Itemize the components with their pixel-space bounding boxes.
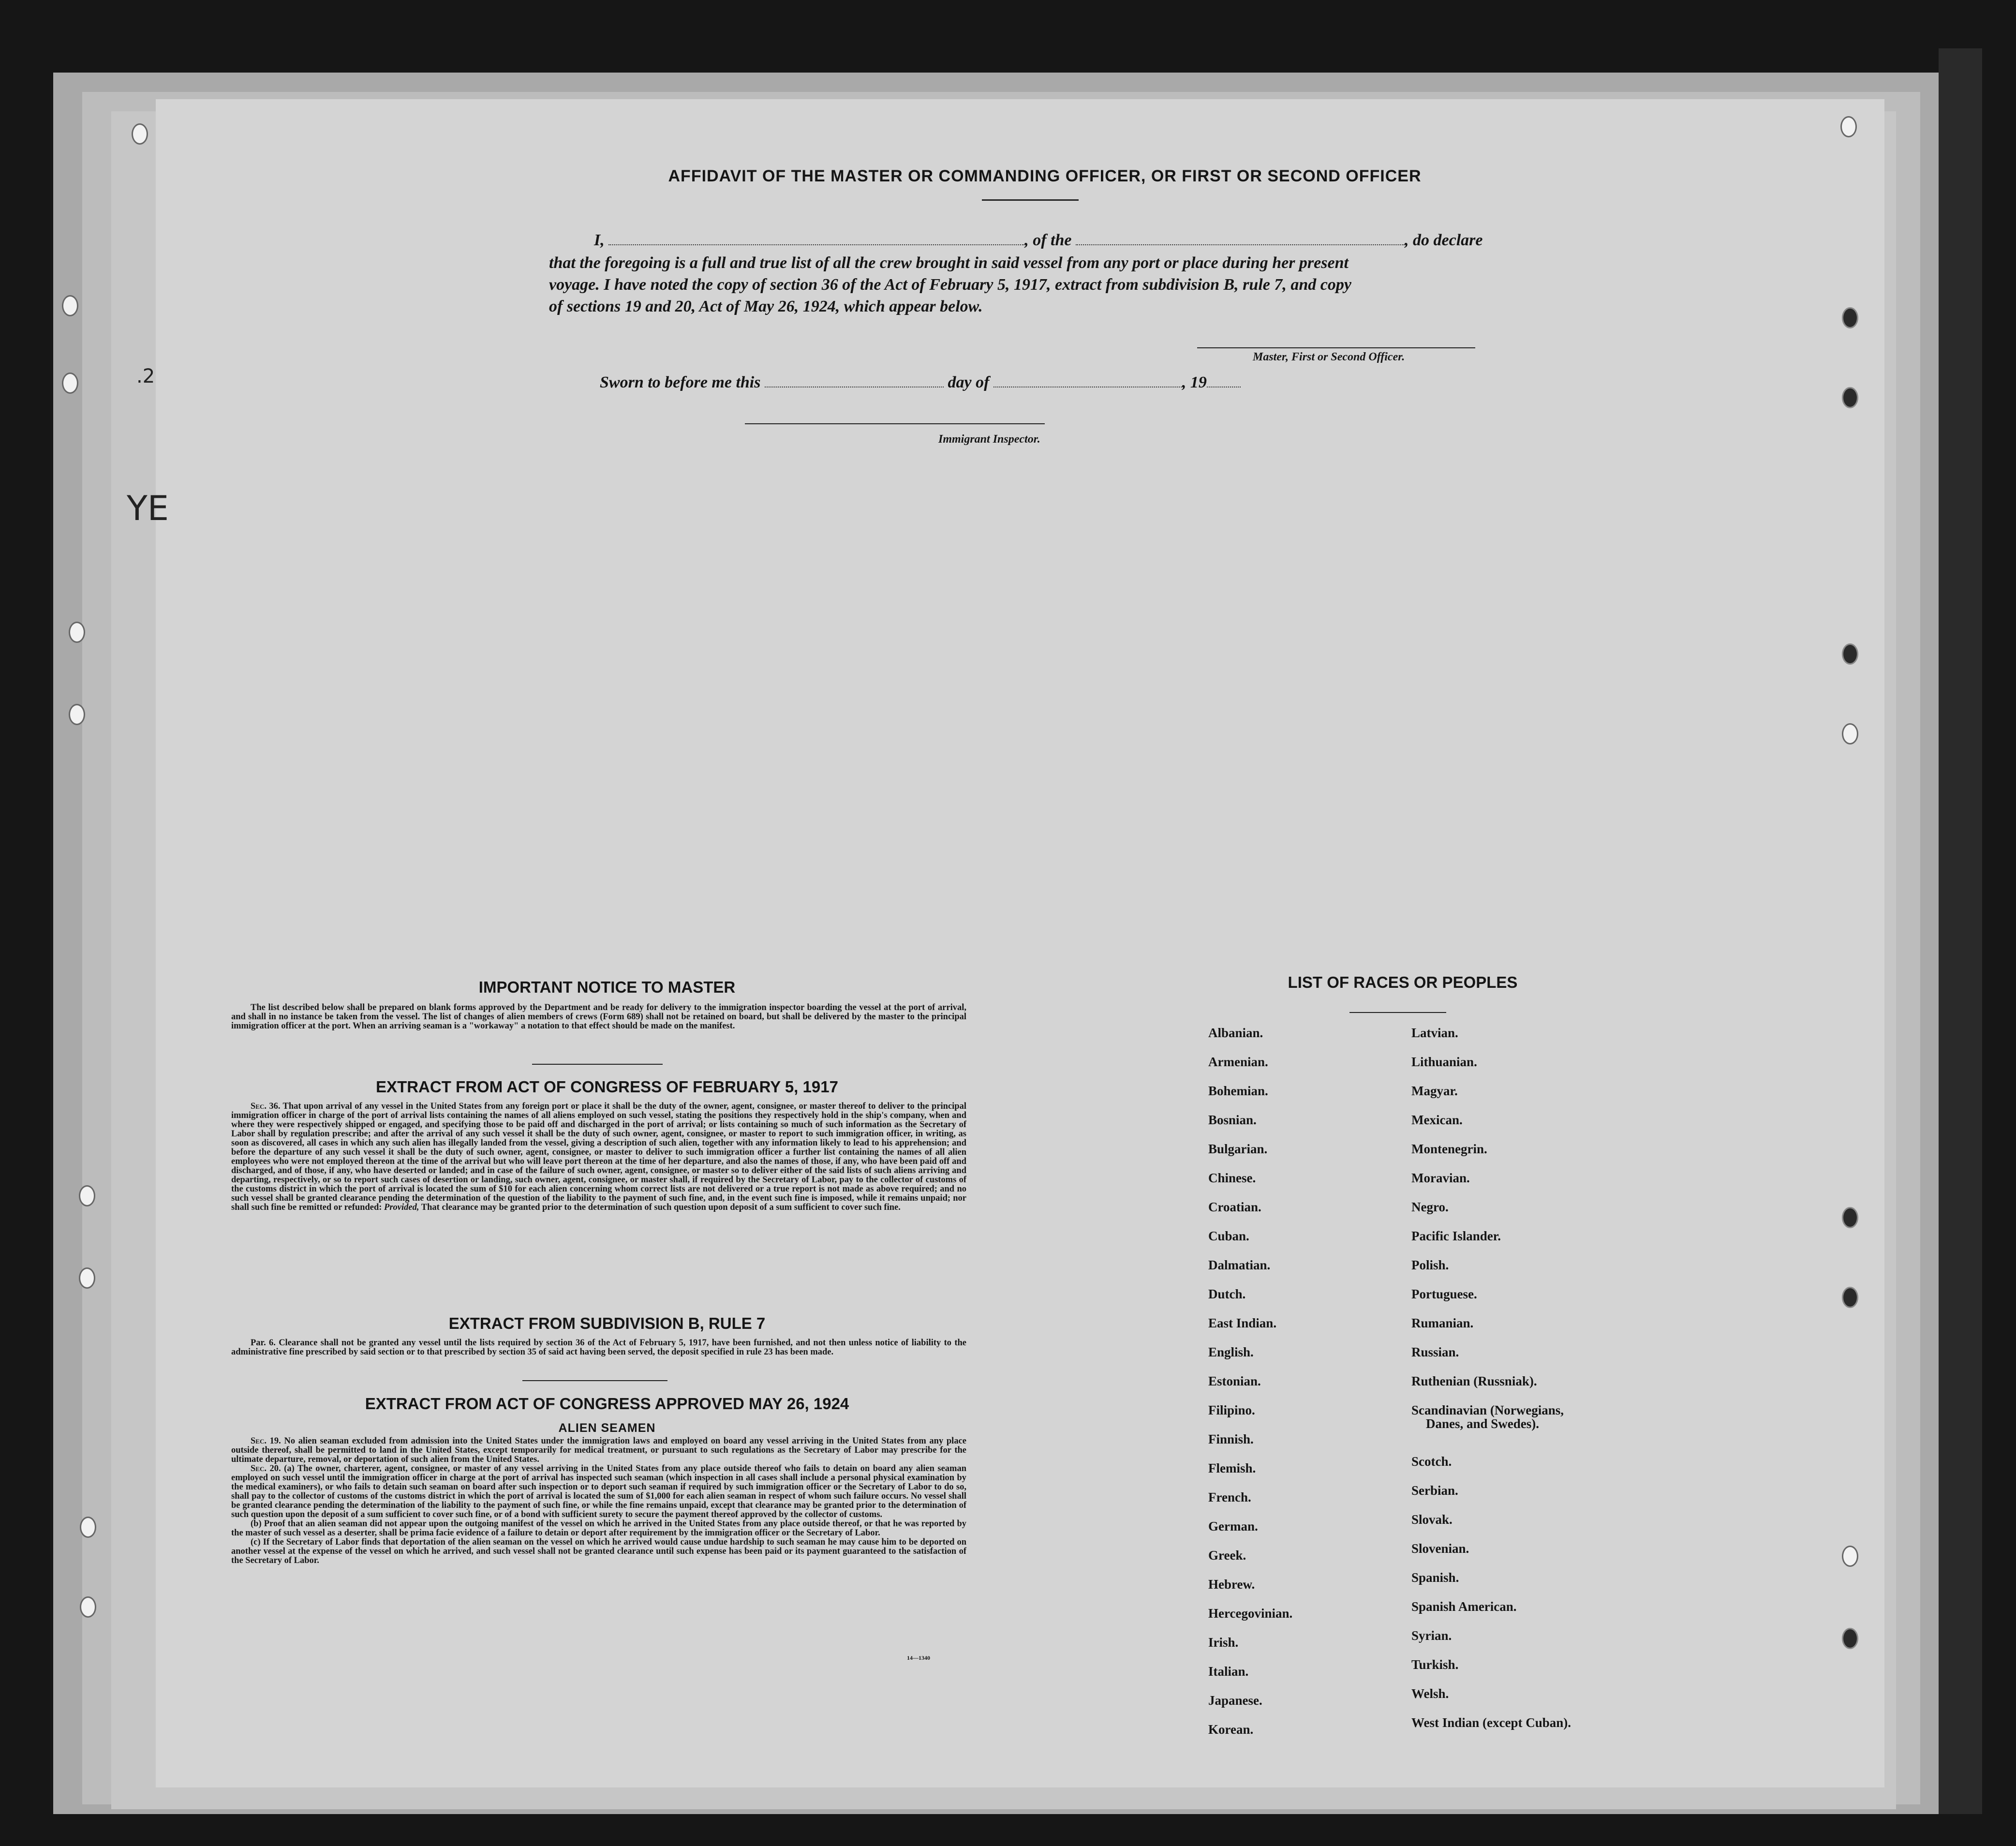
punch-hole-icon: [1842, 1207, 1858, 1228]
race-item: Slovenian.: [1411, 1541, 1469, 1556]
punch-hole-icon: [80, 1596, 96, 1618]
race-item: Serbian.: [1411, 1483, 1458, 1498]
punch-hole-icon: [62, 295, 78, 316]
race-item: Greek.: [1208, 1548, 1246, 1563]
race-item: East Indian.: [1208, 1316, 1277, 1330]
race-item: Polish.: [1411, 1258, 1449, 1272]
extract-1924-body: [231, 1437, 966, 1565]
margin-fragment: .2: [136, 365, 155, 387]
section-20c-text: (c) If the Secretary of Labor finds that deportation of the alien seaman on the vessel on which he arrived would cause undue hardship to such seaman he may cause him to be deported on another vessel at the expense of the vessel on which he arrived, and such vessel shall not be granted clearance until such expense has been paid or its payment guaranteed to the satisfaction of the Secretary of Labor.: [231, 1537, 966, 1565]
punch-hole-icon: [80, 1517, 96, 1538]
race-item: Montenegrin.: [1411, 1142, 1487, 1156]
race-item: Hercegovinian.: [1208, 1606, 1293, 1621]
punch-hole-icon: [79, 1185, 95, 1206]
affidavit-declare: , do declare: [1405, 231, 1483, 249]
race-item: Cuban.: [1208, 1229, 1249, 1243]
race-item: Finnish.: [1208, 1432, 1254, 1446]
section-19-label: Sec. 19.: [251, 1436, 281, 1446]
extract-1924-title: EXTRACT FROM ACT OF CONGRESS APPROVED MAY 26, 1924: [365, 1395, 849, 1413]
race-item: Syrian.: [1411, 1628, 1452, 1643]
race-item: Spanish American.: [1411, 1599, 1517, 1614]
race-item: English.: [1208, 1345, 1254, 1359]
race-item: Estonian.: [1208, 1374, 1261, 1388]
section-20a-text: (a) The owner, charterer, agent, consignee, or master of any vessel arriving in the United States from any place outside thereof who fails to detain on board any alien seaman employed on such vessel until the immigration officer in charge at the port of arrival has inspected such seaman (which inspection in all cases shall include a personal physical examination by the medical examiners), or who fails to detain such seaman on board after such inspection or to deport such seaman if required by such immigration officer or the Secretary of Labor to do so, shall pay to the collector of customs of the customs district in which the port of arrival is located the sum of $1,000 for each alien seaman in respect of whom such failure occurs. No vessel shall be granted clearance pending the determination of the liability to the payment of such fine, or while the fine remains unpaid, except that clearance may be granted prior to the determination of such question upon the deposit of a sum sufficient to cover such fine, or of a bond with sufficient surety to secure the payment thereof approved by the collector of customs.: [231, 1464, 966, 1519]
year-prefix: , 19: [1182, 373, 1207, 391]
year-blank: [1207, 373, 1241, 387]
proviso-text: That clearance may be granted prior to the determination of such question upon deposit of a sum sufficient to cover such fine.: [421, 1203, 901, 1212]
punch-hole-icon: [1842, 307, 1858, 328]
race-item: Irish.: [1208, 1635, 1239, 1650]
section-36-label: Sec. 36.: [251, 1102, 281, 1111]
sworn-line: [600, 371, 1325, 395]
affidavit-line-2: that the foregoing is a full and true list of all the crew brought in said vessel from any port or place during her present: [549, 254, 1349, 272]
affidavit-line-1: [594, 228, 1503, 253]
race-item: Spanish.: [1411, 1570, 1459, 1585]
section-20-label: Sec. 20.: [251, 1464, 281, 1474]
affidavit-line-4: of sections 19 and 20, Act of May 26, 1924, which appear below.: [549, 298, 983, 315]
race-item: Korean.: [1208, 1722, 1254, 1737]
alien-seamen-subtitle: ALIEN SEAMEN: [558, 1421, 656, 1435]
sworn-text: Sworn to before me this: [600, 373, 761, 391]
affidavit-i: I,: [594, 231, 605, 249]
race-item: Mexican.: [1411, 1113, 1463, 1127]
punch-hole-icon: [69, 622, 85, 643]
form-number: 14—1340: [907, 1654, 930, 1661]
extract-1917-body: [231, 1102, 966, 1212]
race-item: Bulgarian.: [1208, 1142, 1268, 1156]
race-item: Filipino.: [1208, 1403, 1255, 1417]
race-item: Flemish.: [1208, 1461, 1256, 1475]
race-item: Dutch.: [1208, 1287, 1246, 1301]
race-item: Albanian.: [1208, 1026, 1263, 1040]
race-item: Bosnian.: [1208, 1113, 1257, 1127]
notice-title: IMPORTANT NOTICE TO MASTER: [478, 978, 736, 996]
race-item: Croatian.: [1208, 1200, 1261, 1214]
rule7-body: [231, 1339, 966, 1357]
day-of-text: day of: [948, 373, 990, 391]
section-36-text: That upon arrival of any vessel in the United States from any foreign port or place it shall be the duty of the owner, agent, consignee, or master thereof to deliver to the principal immigration officer in charge of the port of arrival lists containing the names of all aliens employed on such vessel, stating the positions they respectively hold in the ship's company, when and where they were respectively shipped or engaged, and specifying those to be paid off and discharged in the port of arrival; or lists containing so much of such information as the Secretary of Labor shall by regulation prescribe; and after the arrival of any such vessel it shall be the duty of such owner, agent, consignee, or master to report to such immigration officer, in writing, as soon as discovered, all cases in which any such alien has illegally landed from the vessel, giving a description of such alien, together with any information likely to lead to his apprehension; and before the departure of any such vessel it shall be the duty of such owner, agent, consignee, or master to deliver to such immigration officer a further list containing the names of all alien employees who were not employed thereon at the time of the arrival but who will leave port thereon at the time of her departure, and also the names of those, if any, who have been paid off and discharged, and of those, if any, who have deserted or landed; and in case of the failure of such owner, agent, consignee, or master so to deliver either of the said lists of such aliens arriving and departing, respectively, or so to report such cases of desertion or landing, such owner, agent, consignee, or master shall, if required by the Secretary of Labor, pay to the collector of customs of the customs district in which the port of arrival is located the sum of $10 for each alien concerning whom correct lists are not delivered or a true report is not made as above required; and no such vessel shall be granted clearance pending the determination of the question of the liability to the payment of such fine, and, in the event such fine is imposed, while it remains unpaid; nor shall such fine be remitted or refunded:: [231, 1102, 966, 1212]
divider: [522, 1380, 667, 1381]
race-item: Scandinavian (Norwegians,: [1411, 1403, 1564, 1417]
race-item: Russian.: [1411, 1345, 1459, 1359]
punch-hole-icon: [62, 372, 78, 394]
race-item: Scotch.: [1411, 1454, 1452, 1469]
race-item: Portuguese.: [1411, 1287, 1477, 1301]
punch-hole-icon: [1842, 1287, 1858, 1308]
race-item: Danes, and Swedes).: [1426, 1416, 1540, 1431]
punch-hole-icon: [1840, 116, 1857, 137]
rule7-paragraph: Par. 6. Clearance shall not be granted any vessel until the lists required by section 36 of the Act of February 5, 1917, have been furnished, and not then unless notice of liability to the administrative fine prescribed by said section or to that prescribed by section 35 of said act having been served, the deposit specified in rule 23 has been made.: [231, 1338, 966, 1357]
race-item: Welsh.: [1411, 1686, 1449, 1701]
name-blank: [608, 231, 1024, 245]
races-title: LIST OF RACES OR PEOPLES: [1288, 973, 1518, 991]
race-item: German.: [1208, 1519, 1258, 1533]
race-item: Chinese.: [1208, 1171, 1256, 1185]
month-blank: [993, 373, 1182, 387]
affidavit-line-3: voyage. I have noted the copy of section 36 of the Act of February 5, 1917, extract from subdivision B, rule 7, and copy: [549, 276, 1351, 294]
vessel-blank: [1076, 231, 1405, 245]
punch-hole-icon: [1842, 1628, 1858, 1649]
day-blank: [765, 373, 944, 387]
race-item: Bohemian.: [1208, 1084, 1268, 1098]
punch-hole-icon: [79, 1267, 95, 1289]
race-item: Moravian.: [1411, 1171, 1470, 1185]
punch-hole-icon: [1842, 723, 1858, 744]
race-item: West Indian (except Cuban).: [1411, 1715, 1571, 1730]
race-item: Rumanian.: [1411, 1316, 1474, 1330]
inspector-signature-line: [745, 423, 1045, 424]
punch-hole-icon: [132, 123, 148, 145]
race-item: Hebrew.: [1208, 1577, 1255, 1592]
punch-hole-icon: [1842, 1546, 1858, 1567]
affidavit-title: AFFIDAVIT OF THE MASTER OR COMMANDING OFFICER, OR FIRST OR SECOND OFFICER: [668, 167, 1422, 185]
race-item: Armenian.: [1208, 1055, 1268, 1069]
race-item: Slovak.: [1411, 1512, 1453, 1527]
punch-hole-icon: [69, 704, 85, 725]
rule7-title: EXTRACT FROM SUBDIVISION B, RULE 7: [448, 1314, 766, 1332]
section-19-text: No alien seaman excluded from admission into the United States under the immigration laws and employed on board any vessel arriving in the United States from any place outside thereof, shall be permitted to land in the United States, except temporarily for medical treatment, or pursuant to such regulations as the Secretary of Labor may prescribe for the ultimate departure, removal, or deportation of such alien from the United States.: [231, 1436, 966, 1464]
race-item: Italian.: [1208, 1664, 1249, 1679]
divider: [1349, 1012, 1446, 1013]
master-caption: Master, First or Second Officer.: [1253, 351, 1405, 363]
race-item: Turkish.: [1411, 1657, 1459, 1672]
race-item: Latvian.: [1411, 1026, 1458, 1040]
extract-1917-title: EXTRACT FROM ACT OF CONGRESS OF FEBRUARY 5, 1917: [376, 1078, 838, 1096]
notice-paragraph: The list described below shall be prepared on blank forms approved by the Department and be ready for delivery to the immigration inspector boarding the vessel at the port of arrival, and shall in no instance be taken from the vessel. The list of changes of alien members of crews (Form 689) shall not be retained on board, but shall be delivered by the master to the principal immigration officer at the port. When an arriving seaman is a "workaway" a notation to that effect should be made on the manifest.: [231, 1003, 966, 1031]
binder-edge: [1939, 48, 1982, 1814]
race-item: Ruthenian (Russniak).: [1411, 1374, 1537, 1388]
race-item: Japanese.: [1208, 1693, 1262, 1708]
race-item: Dalmatian.: [1208, 1258, 1271, 1272]
race-item: Negro.: [1411, 1200, 1449, 1214]
divider: [532, 1064, 663, 1065]
margin-fragment: YE: [127, 489, 169, 528]
affidavit-of-the: , of the: [1024, 231, 1072, 249]
inspector-caption: Immigrant Inspector.: [938, 433, 1040, 446]
punch-hole-icon: [1842, 643, 1858, 665]
section-20b-text: (b) Proof that an alien seaman did not appear upon the outgoing manifest of the vessel on which he arrived in the United States from any place outside thereof, or that he was reported by the master of such vessel as a deserter, shall be prima facie evidence of a failure to detain or deport after requirement by the immigration officer or the Secretary of Labor.: [231, 1519, 966, 1538]
race-item: French.: [1208, 1490, 1251, 1504]
race-item: Lithuanian.: [1411, 1055, 1477, 1069]
proviso-word: Provided,: [384, 1203, 419, 1212]
master-signature-line: [1197, 347, 1475, 348]
title-rule: [982, 199, 1079, 201]
notice-body: [231, 1003, 966, 1031]
race-item: Pacific Islander.: [1411, 1229, 1501, 1243]
race-item: Magyar.: [1411, 1084, 1458, 1098]
punch-hole-icon: [1842, 387, 1858, 408]
